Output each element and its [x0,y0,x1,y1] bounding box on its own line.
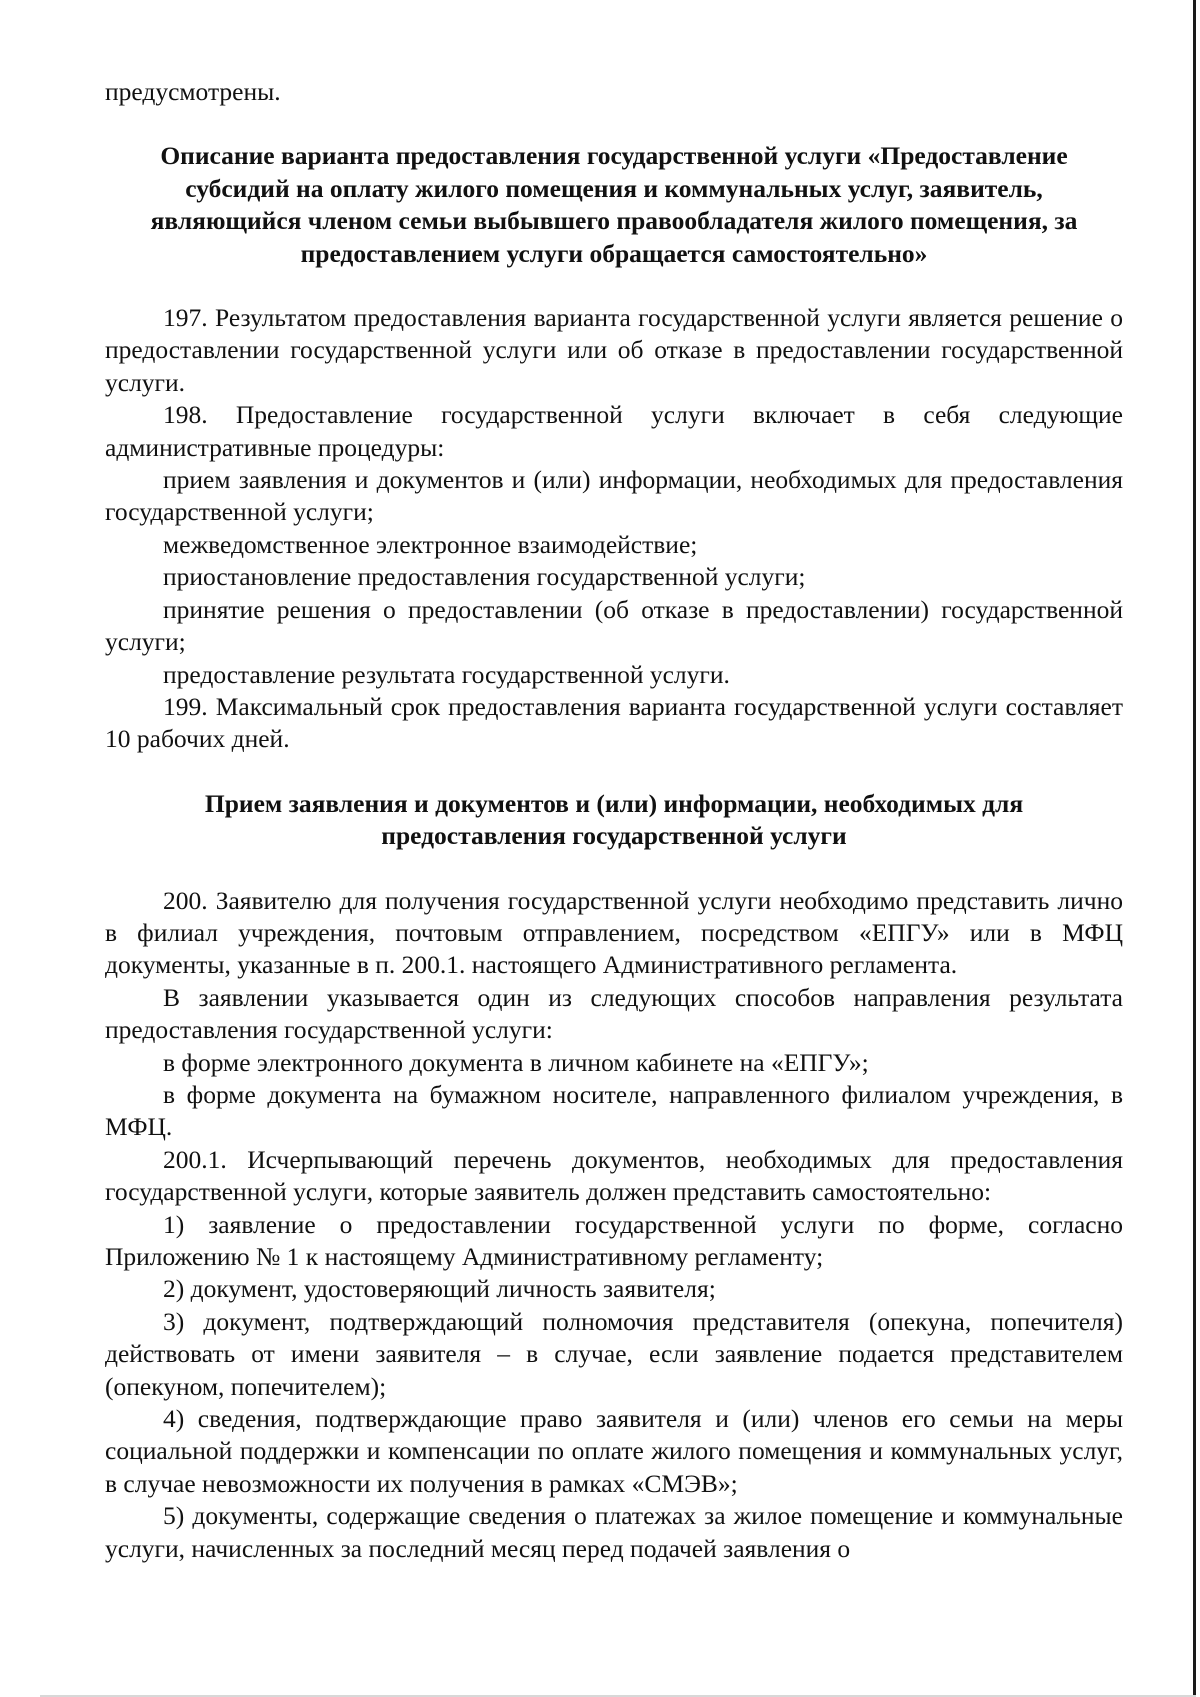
paragraph-197: 197. Результатом предоставления варианта государственной услуги является решение о предоставлении государственной услуги или об отказе в предоставлении государственной услуги. [105,303,1123,397]
paragraph-198: 198. Предоставление государственной услуги включает в себя следующие административные процедуры: [105,400,1123,462]
paragraph-result-methods: В заявлении указывается один из следующих способов направления результата предоставления государственной услуги: [105,982,1123,1045]
list-item-procedure: предоставление результата государственной услуги. [163,659,730,689]
scan-edge-right [1193,0,1196,1697]
list-item-document: 5) документы, содержащие сведения о платежах за жилое помещение и коммунальные услуги, начисленных за последний месяц перед подачей заявления о [105,1501,1123,1563]
list-item-procedure: прием заявления и документов и (или) информации, необходимых для предоставления государственной услуги; [105,465,1123,527]
list-item-method: в форме электронного документа в личном кабинете на «ЕПГУ»; [163,1047,869,1077]
list-item-method: в форме документа на бумажном носителе, направленного филиалом учреждения, в МФЦ. [105,1079,1123,1142]
paragraph-199: 199. Максимальный срок предоставления варианта государственной услуги составляет 10 рабочих дней. [105,691,1123,754]
list-item-document: 2) документ, удостоверяющий личность заявителя; [163,1274,716,1304]
section-heading-variant: Описание варианта предоставления государственной услуги «Предоставление субсидий на оплату жилого помещения и коммунальных услуг, заявитель, являющийся членом семьи выбывшего правообладателя жилого помещения, за предоставлением услуги обращается самостоятельно» [150,141,1078,268]
list-item-document: 3) документ, подтверждающий полномочия представителя (опекуна, попечителя) действовать от имени заявителя – в случае, если заявление подается представителем (опекуном, попечителем); [105,1306,1123,1401]
paragraph-200-1: 200.1. Исчерпывающий перечень документов, необходимых для предоставления государственной услуги, которые заявитель должен представить самостоятельно: [105,1144,1123,1207]
document-body [105,76,1123,1565]
list-item-document: 4) сведения, подтверждающие право заявителя и (или) членов его семьи на меры социальной поддержки и компенсации по оплате жилого помещения и коммунальных услуг, в случае невозможности их получения в рамках «СМЭВ»; [105,1404,1123,1498]
list-item-procedure: приостановление предоставления государственной услуги; [163,562,806,592]
top-fragment: предусмотрены. [105,77,281,106]
list-item-procedure: принятие решения о предоставлении (об отказе в предоставлении) государственной услуги; [105,594,1123,657]
list-item-document: 1) заявление о предоставлении государственной услуги по форме, согласно Приложению № 1 к настоящему Административному регламенту; [105,1209,1123,1271]
section-heading-application: Прием заявления и документов и (или) информации, необходимых для предоставления государственной услуги [204,788,1024,851]
list-item-procedure: межведомственное электронное взаимодействие; [163,529,698,559]
paragraph-200: 200. Заявителю для получения государственной услуги необходимо представить лично в филиал учреждения, почтовым отправлением, посредством «ЕПГУ» или в МФЦ документы, указанные в п. 200.1. настоящего Административного регламента. [105,885,1123,980]
